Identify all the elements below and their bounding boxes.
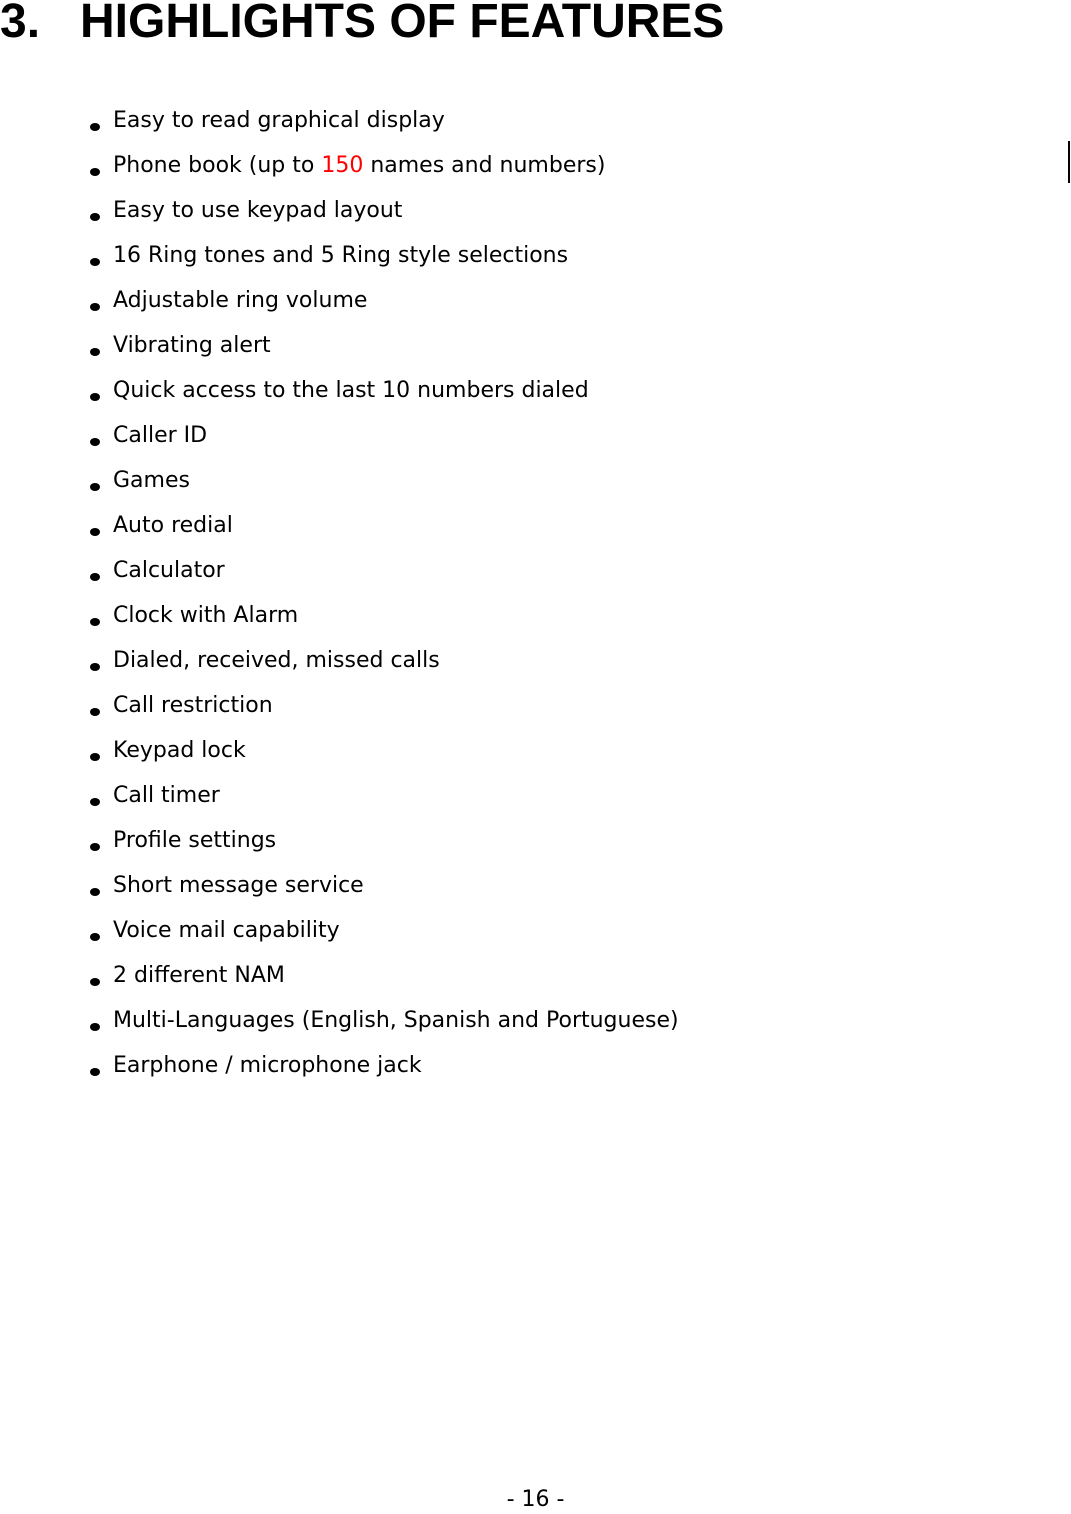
- bullet-icon: [90, 258, 100, 266]
- feature-text: Games: [113, 468, 190, 493]
- bullet-icon: [90, 123, 100, 131]
- list-item: [90, 908, 679, 953]
- feature-text: Earphone / microphone jack: [113, 1053, 422, 1078]
- bullet-icon: [90, 528, 100, 536]
- feature-text: Adjustable ring volume: [113, 288, 368, 313]
- feature-text: Calculator: [113, 558, 225, 583]
- bullet-icon: [90, 618, 100, 626]
- page-number: - 16 -: [506, 1487, 565, 1512]
- section-title: HIGHLIGHTS OF FEATURES: [80, 0, 725, 48]
- bullet-icon: [90, 438, 100, 446]
- feature-text: Multi-Languages (English, Spanish and Portuguese): [113, 1008, 679, 1033]
- feature-text: Easy to read graphical display: [113, 108, 445, 133]
- list-item: [90, 323, 679, 368]
- list-item: [90, 188, 679, 233]
- list-item: [90, 683, 679, 728]
- list-item: [90, 233, 679, 278]
- bullet-icon: [90, 753, 100, 761]
- feature-text: 16 Ring tones and 5 Ring style selections: [113, 243, 569, 268]
- bullet-icon: [90, 393, 100, 401]
- feature-text: Call restriction: [113, 693, 273, 718]
- list-item: [90, 548, 679, 593]
- list-item: [90, 98, 679, 143]
- list-item: [90, 143, 679, 188]
- bullet-icon: [90, 213, 100, 221]
- bullet-icon: [90, 168, 100, 176]
- feature-text: Clock with Alarm: [113, 603, 299, 628]
- feature-text-before: Phone book (up to: [113, 153, 322, 178]
- bullet-icon: [90, 843, 100, 851]
- bullet-icon: [90, 483, 100, 491]
- bullet-icon: [90, 663, 100, 671]
- list-item: [90, 503, 679, 548]
- feature-text: Dialed, received, missed calls: [113, 648, 440, 673]
- feature-text: Auto redial: [113, 513, 233, 538]
- feature-text: Short message service: [113, 873, 364, 898]
- list-item: [90, 638, 679, 683]
- bullet-icon: [90, 573, 100, 581]
- bullet-icon: [90, 708, 100, 716]
- list-item: [90, 863, 679, 908]
- feature-text: Keypad lock: [113, 738, 246, 763]
- feature-text: Voice mail capability: [113, 918, 340, 943]
- feature-text: Easy to use keypad layout: [113, 198, 403, 223]
- list-item: [90, 413, 679, 458]
- list-item: [90, 593, 679, 638]
- feature-text: Caller ID: [113, 423, 208, 448]
- feature-text: Quick access to the last 10 numbers dialed: [113, 378, 589, 403]
- bullet-icon: [90, 303, 100, 311]
- feature-text: Call timer: [113, 783, 220, 808]
- feature-text: Vibrating alert: [113, 333, 271, 358]
- bullet-icon: [90, 933, 100, 941]
- list-item: [90, 953, 679, 998]
- feature-highlight-number: 150: [321, 153, 364, 178]
- bullet-icon: [90, 1023, 100, 1031]
- feature-text: 2 different NAM: [113, 963, 285, 988]
- bullet-icon: [90, 1068, 100, 1076]
- list-item: [90, 278, 679, 323]
- list-item: [90, 998, 679, 1043]
- list-item: [90, 773, 679, 818]
- section-number: 3.: [0, 0, 41, 48]
- list-item: [90, 1043, 679, 1088]
- feature-list: [90, 98, 679, 1088]
- list-item: [90, 818, 679, 863]
- feature-text: [113, 143, 605, 188]
- bullet-icon: [90, 798, 100, 806]
- list-item: [90, 458, 679, 503]
- bullet-icon: [90, 348, 100, 356]
- feature-text-after: names and numbers): [363, 153, 606, 178]
- page-title: [0, 0, 724, 50]
- list-item: [90, 368, 679, 413]
- feature-text: Profile settings: [113, 828, 277, 853]
- bullet-icon: [90, 978, 100, 986]
- list-item: [90, 728, 679, 773]
- bullet-icon: [90, 888, 100, 896]
- revision-change-bar: [1068, 141, 1070, 183]
